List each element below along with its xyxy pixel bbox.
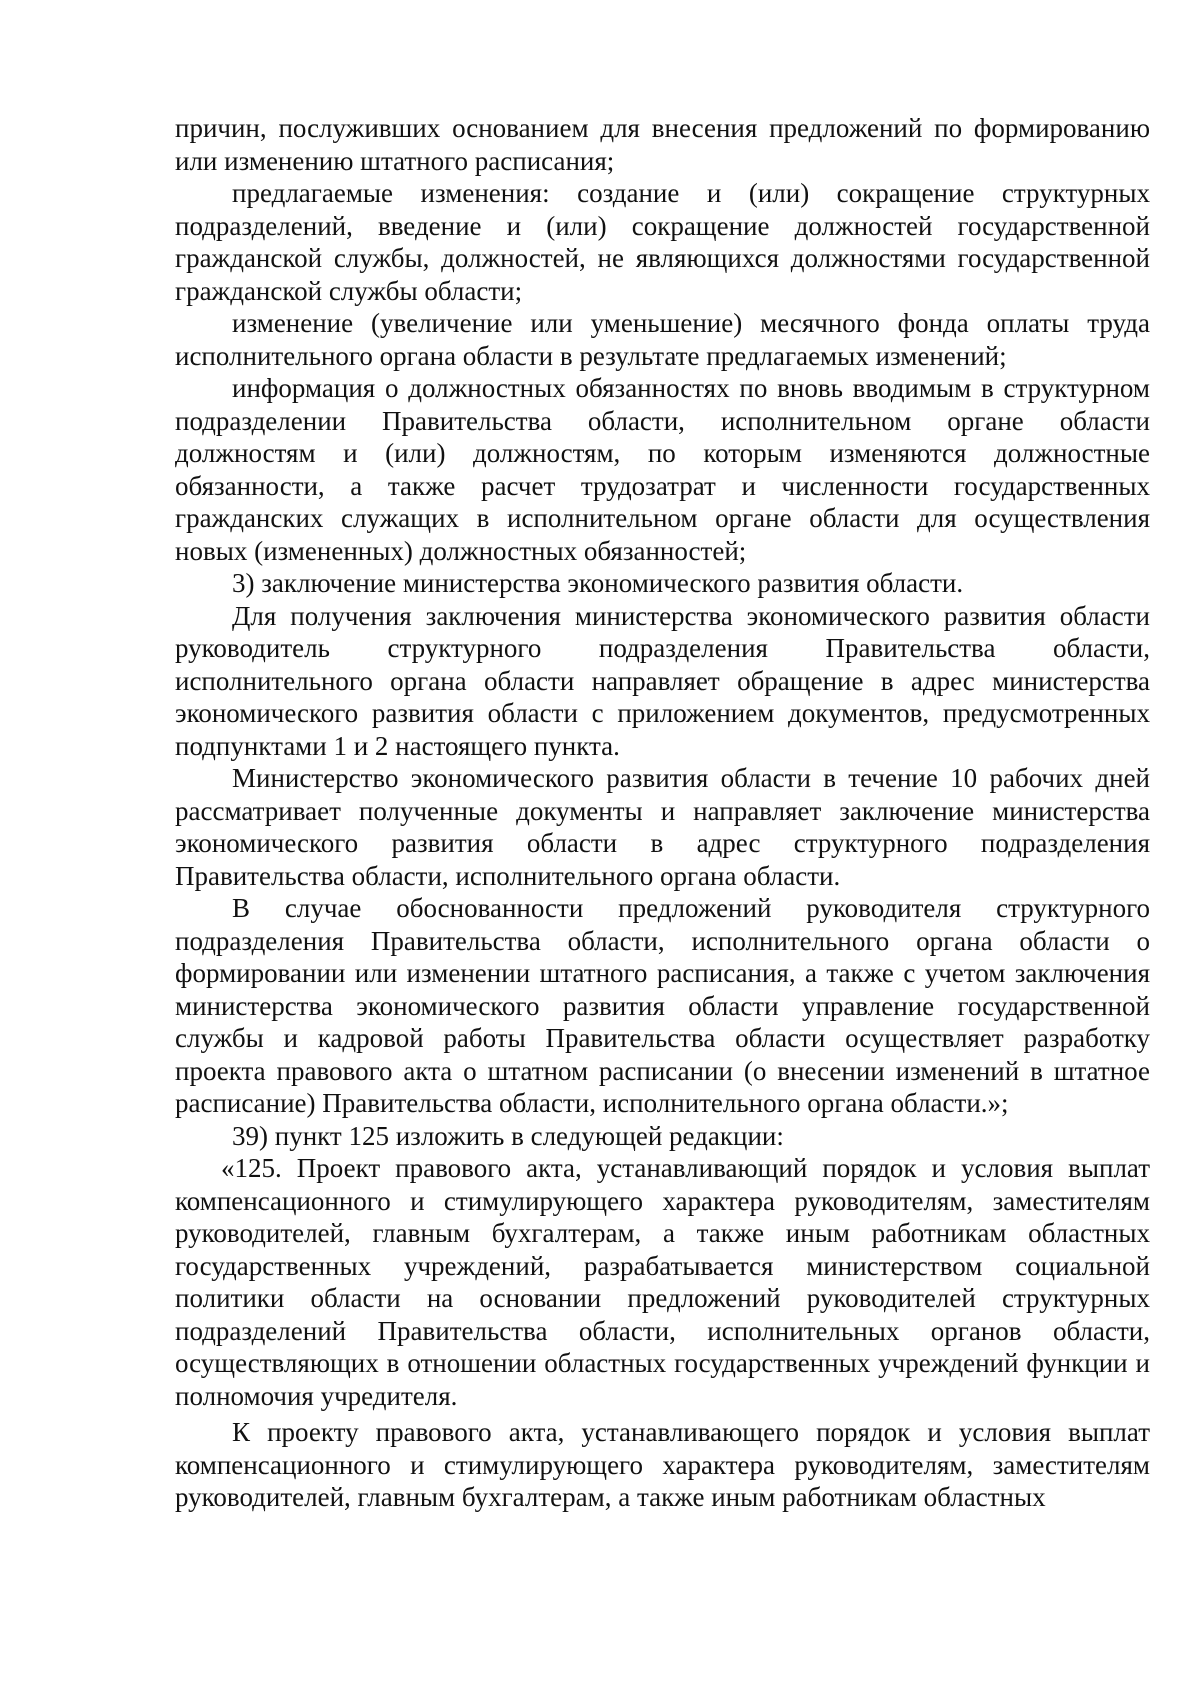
paragraph-item-39: 39) пункт 125 изложить в следующей редакции: bbox=[232, 1120, 784, 1151]
paragraph-clause-125: «125. Проект правового акта, устанавливающий порядок и условия выплат компенсационного и стимулирующего характера руководителям, заместителям руководителей, главным бухгалтерам, а также иным работникам областных государственных учреждений, разрабатывается министерством социальной политики области на основании предложений руководителей структурных подразделений Правительства области, исполнительных органов области, осуществляющих в отношении областных государственных учреждений функции и полномочия учредителя. bbox=[175, 1153, 1150, 1411]
paragraph-obtaining-conclusion: Для получения заключения министерства экономического развития области руководитель структурного подразделения Правительства области, исполнительного органа области направляет обращение в адрес министерства экономического развития области с приложением документов, предусмотренных подпунктами 1 и 2 настоящего пункта. bbox=[175, 600, 1150, 761]
paragraph-proposed-changes: предлагаемые изменения: создание и (или) сокращение структурных подразделений, введение и (или) сокращение должностей государственной гражданской службы, должностей, не являющихся должностями государственной гражданской службы области; bbox=[175, 178, 1150, 306]
paragraph-item-3: 3) заключение министерства экономического развития области. bbox=[232, 568, 964, 598]
document-page bbox=[175, 112, 1150, 1514]
paragraph-justified-proposals: В случае обоснованности предложений руководителя структурного подразделения Правительства области, исполнительного органа области о формировании или изменении штатного расписания, а также с учетом заключения министерства экономического развития области управление государственной службы и кадровой работы Правительства области осуществляет разработку проекта правового акта о штатном расписании (о внесении изменений в штатное расписание) Правительства области, исполнительного органа области.»; bbox=[175, 893, 1150, 1118]
paragraph-draft-act-attachment: К проекту правового акта, устанавливающего порядок и условия выплат компенсационного и стимулирующего характера руководителям, заместителям руководителей, главным бухгалтерам, а также иным работникам областных bbox=[175, 1417, 1150, 1512]
paragraph-reasons-continuation: причин, послуживших основанием для внесения предложений по формированию или изменению штатного расписания; bbox=[175, 113, 1150, 176]
paragraph-duties-information: информация о должностных обязанностях по вновь вводимым в структурном подразделении Правительства области, исполнительном органе области должностям и (или) должностям, по которым изменяются должностные обязанности, а также расчет трудозатрат и численности государственных гражданских служащих в исполнительном органе области для осуществления новых (измененных) должностных обязанностей; bbox=[175, 373, 1150, 566]
paragraph-ministry-review: Министерство экономического развития области в течение 10 рабочих дней рассматривает полученные документы и направляет заключение министерства экономического развития области в адрес структурного подразделения Правительства области, исполнительного органа области. bbox=[175, 763, 1150, 891]
paragraph-payroll-change: изменение (увеличение или уменьшение) месячного фонда оплаты труда исполнительного органа области в результате предлагаемых изменений; bbox=[175, 308, 1150, 371]
